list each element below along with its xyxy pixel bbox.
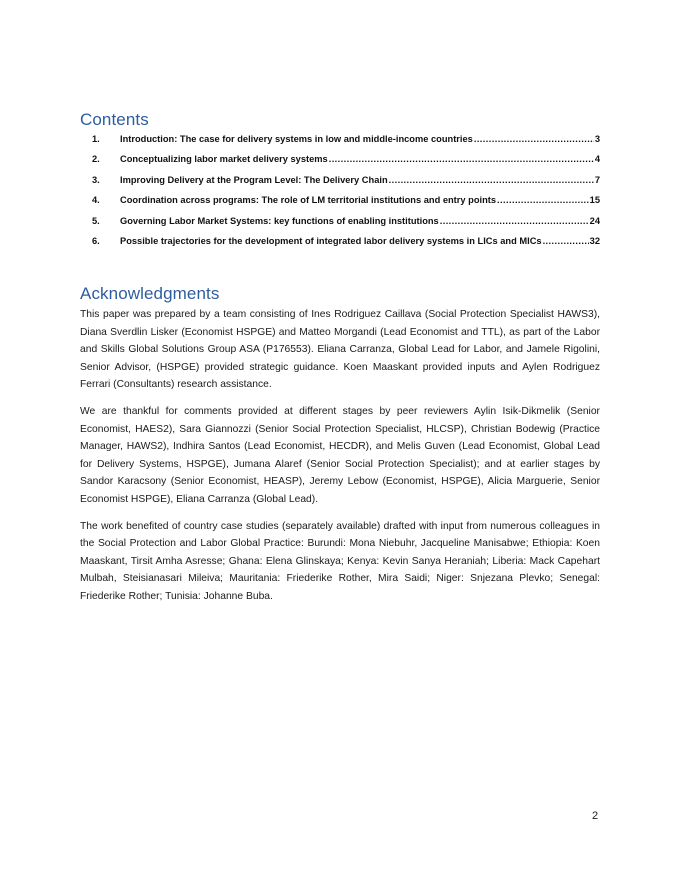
toc-entry-number: 5.: [92, 215, 100, 226]
toc-entry-number: 4.: [92, 195, 100, 206]
toc-dot-leader: [474, 134, 594, 144]
toc-entry[interactable]: [80, 216, 600, 236]
toc-entry[interactable]: [80, 154, 600, 174]
toc-entry[interactable]: [80, 134, 600, 154]
acknowledgments-body: [80, 306, 600, 615]
toc-entry-page: 3: [594, 134, 600, 144]
toc-entry-title: Possible trajectories for the development of integrated labor delivery systems in LICs and MICs: [120, 235, 542, 246]
toc-entry-page: 15: [589, 195, 600, 206]
toc-dot-leader: [497, 195, 589, 205]
toc-entry-page: 32: [589, 235, 600, 246]
toc-dot-leader: [329, 154, 594, 164]
paragraph: The work benefited of country case studies (separately available) drafted with input from numerous colleagues in the Social Protection and Labor Global Practice: Burundi: Mona Niebuhr, Jacqueline Manisabwe; Ethiopia: Koen Maaskant, Tirsit Amha Asresse; Ghana: Elena Glinskaya; Kenya: Kevin Sanya Heraniah; Liberia: Mack Capehart Mulbah, Steisianasari Mileiva; Mauritania: Friederike Rother, Mira Saidi; Niger: Snjezana Plevko; Senegal: Friederike Rother; Tunisia: Johanne Buba.: [80, 520, 600, 602]
table-of-contents: [80, 134, 600, 256]
toc-entry-page: 24: [589, 215, 600, 226]
toc-entry-page: 7: [594, 174, 600, 185]
toc-entry-number: 2.: [92, 154, 100, 165]
toc-dot-leader: [440, 216, 589, 226]
toc-entry[interactable]: [80, 195, 600, 215]
contents-heading: Contents: [80, 110, 149, 129]
paragraph: We are thankful for comments provided at different stages by peer reviewers Aylin Isik-Dikmelik (Senior Economist, HAES2), Sara Giannozzi (Senior Social Protection Specialist, HLCSP), Christian Bodewig (Practice Manager, HAWS2), Indhira Santos (Lead Economist, HECDR), and Melis Guven (Lead Economist, Global Lead for Delivery Systems, HSPGE), Jumana Alaref (Senior Social Protection Specialist); and at earlier stages by Sandor Karacsony (Senior Economist, HEASP), Jeremy Lebow (Economist, HSPGE), Alicia Marguerie, Senior Economist HSPGE), Eliana Carranza (Global Lead).: [80, 405, 600, 505]
toc-dot-leader: [389, 175, 594, 185]
toc-entry[interactable]: [80, 175, 600, 195]
acknowledgments-heading: Acknowledgments: [80, 284, 220, 303]
toc-dot-leader: [543, 236, 589, 246]
toc-entry-title: Improving Delivery at the Program Level: The Delivery Chain: [120, 174, 388, 185]
toc-entry-number: 1.: [92, 134, 100, 144]
toc-entry-title: Introduction: The case for delivery systems in low and middle-income countries: [120, 134, 473, 144]
toc-entry[interactable]: [80, 236, 600, 256]
toc-entry-title: Governing Labor Market Systems: key functions of enabling institutions: [120, 215, 439, 226]
toc-entry-number: 6.: [92, 235, 100, 246]
toc-entry-number: 3.: [92, 174, 100, 185]
page-number: 2: [592, 810, 599, 822]
paragraph: This paper was prepared by a team consisting of Ines Rodriguez Caillava (Social Protection Specialist HAWS3), Diana Sverdlin Lisker (Economist HSPGE) and Matteo Morgandi (Lead Economist and TTL), as part of the Labor and Skills Global Solutions Group ASA (P176553). Eliana Carranza, Global Lead for Labor, and Jamele Rigolini, Senior Advisor, (HSPGE) provided strategic guidance. Koen Maaskant provided inputs and Aylen Rodriguez Ferrari (Consultants) research assistance.: [80, 309, 600, 391]
toc-entry-page: 4: [594, 154, 600, 165]
toc-entry-title: Conceptualizing labor market delivery systems: [120, 154, 328, 165]
toc-entry-title: Coordination across programs: The role of LM territorial institutions and entry points: [120, 195, 497, 206]
